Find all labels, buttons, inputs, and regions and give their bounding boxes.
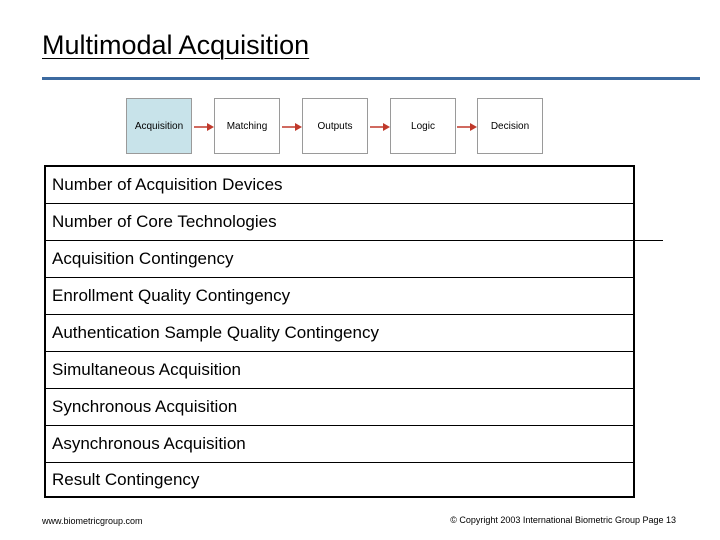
list-item: Authentication Sample Quality Contingency <box>52 323 379 342</box>
list-item: Asynchronous Acquisition <box>52 434 246 453</box>
contingency-list <box>44 165 635 498</box>
title-rule <box>42 77 700 80</box>
list-item: Result Contingency <box>52 470 200 489</box>
list-item: Number of Acquisition Devices <box>52 175 283 194</box>
slide-title: Multimodal Acquisition <box>42 30 310 60</box>
list-item: Simultaneous Acquisition <box>52 360 242 379</box>
list-item: Enrollment Quality Contingency <box>52 286 291 305</box>
footer-website: www.biometricgroup.com <box>42 516 143 526</box>
flow-step-logic: Logic <box>390 98 456 154</box>
flow-arrow-icon <box>369 120 391 134</box>
flow-arrow-icon <box>456 120 478 134</box>
flow-step-outputs: Outputs <box>302 98 368 154</box>
list-item: Number of Core Technologies <box>52 212 277 231</box>
footer-copyright: © Copyright 2003 International Biometric Group Page 13 <box>450 515 676 525</box>
flow-step-acquisition: Acquisition <box>126 98 192 154</box>
flow-step-decision: Decision <box>477 98 543 154</box>
flow-arrow-icon <box>281 120 303 134</box>
flow-step-matching: Matching <box>214 98 280 154</box>
list-item: Synchronous Acquisition <box>52 397 238 416</box>
flow-arrow-icon <box>193 120 215 134</box>
list-item: Acquisition Contingency <box>52 249 234 268</box>
